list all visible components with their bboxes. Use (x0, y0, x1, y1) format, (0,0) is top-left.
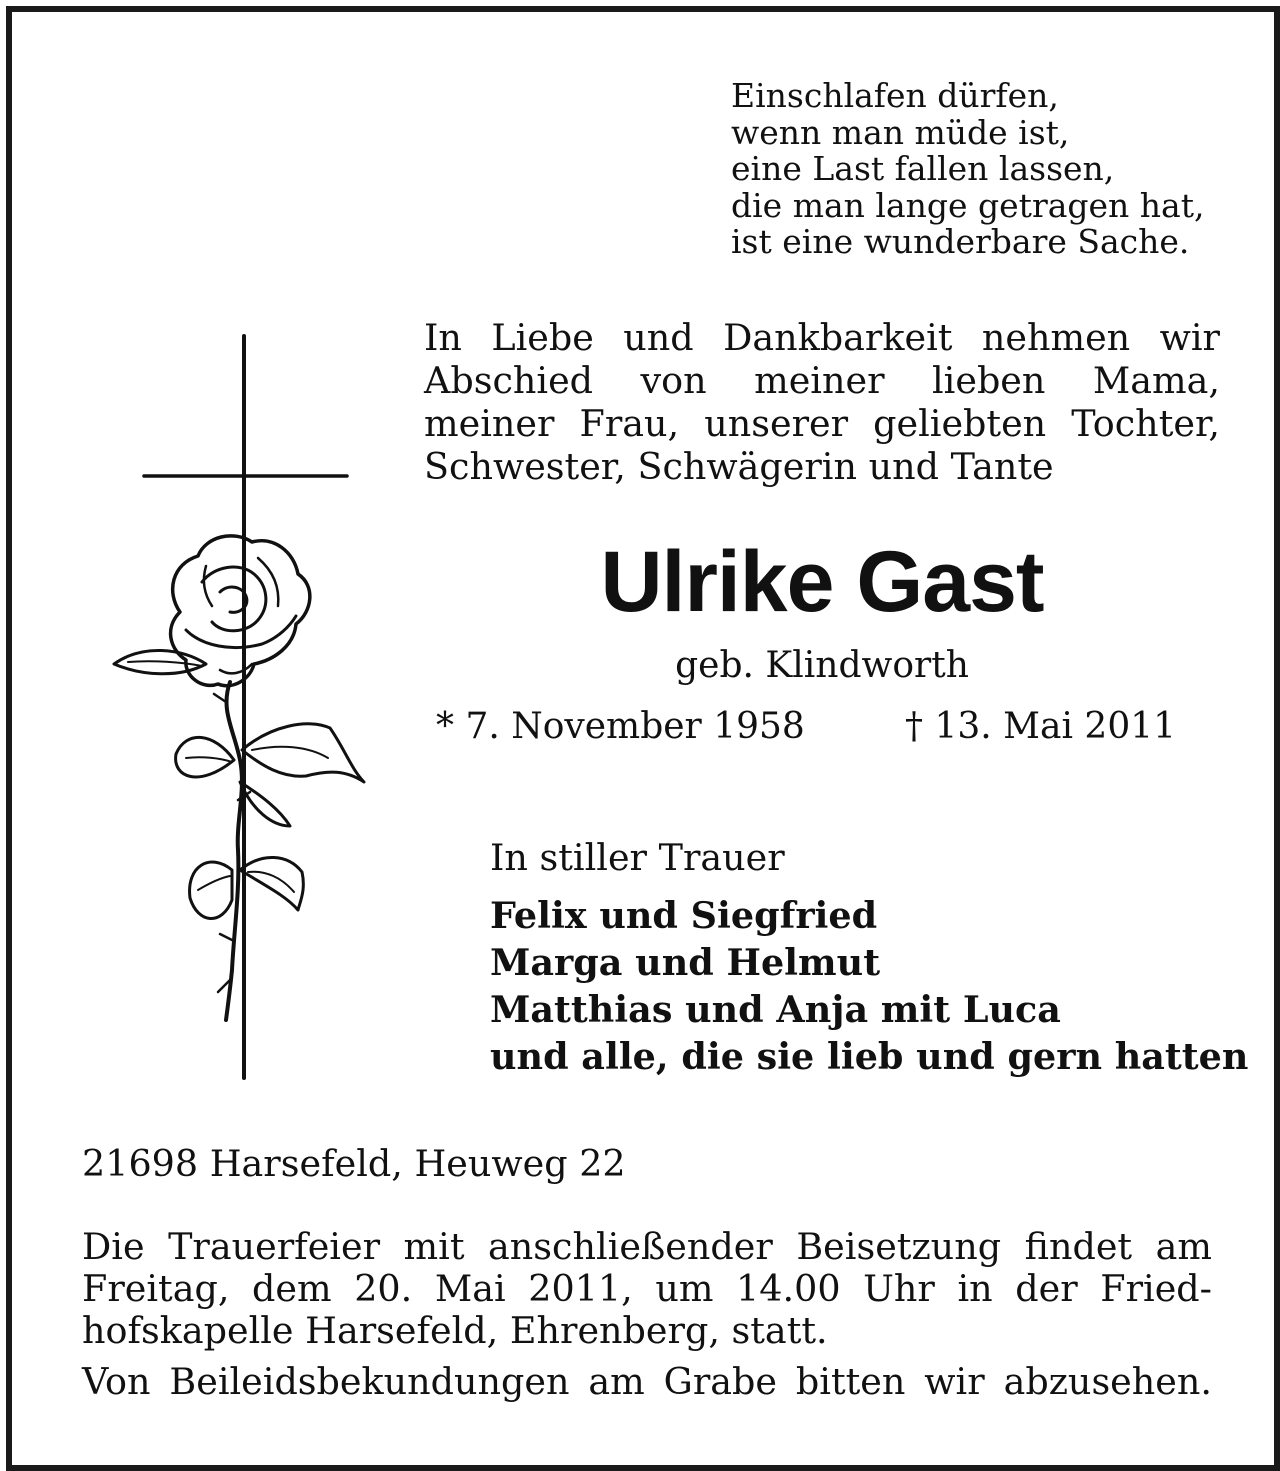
farewell-line: Abschied von meiner lieben Mama, (424, 359, 1220, 402)
service-line: Die Trauerfeier mit anschließender Beisetzung findet am (82, 1225, 1212, 1268)
poem-line: wenn man müde ist, (731, 112, 1070, 152)
service-line: hofskapelle Harsefeld, Ehrenberg, statt. (82, 1309, 828, 1352)
farewell-text (424, 316, 1220, 488)
poem-line: ist eine wunderbare Sache. (731, 222, 1190, 261)
farewell-line: In Liebe und Dankbarkeit nehmen wir (424, 316, 1220, 359)
condolence-note: Von Beileidsbekundungen am Grabe bitten wir abzusehen. (82, 1360, 1212, 1403)
mourner-entry: Matthias und Anja mit Luca (490, 988, 1061, 1031)
address: 21698 Harsefeld, Heuweg 22 (82, 1142, 626, 1185)
farewell-line: Schwester, Schwägerin und Tante (424, 445, 1054, 488)
death-date: † 13. Mai 2011 (905, 706, 1177, 747)
funeral-service-info (82, 1226, 1212, 1352)
poem-line: Einschlafen dürfen, (731, 76, 1059, 115)
mourner-entry: Felix und Siegfried (490, 894, 878, 937)
mourner-entry: Marga und Helmut (490, 941, 881, 984)
farewell-line: meiner Frau, unserer geliebten Tochter, (424, 402, 1220, 445)
poem (731, 78, 1204, 261)
poem-line: die man lange getragen hat, (731, 185, 1205, 225)
birth-name: geb. Klindworth (675, 645, 969, 686)
poem-line: eine Last fallen lassen, (731, 149, 1115, 188)
mourning-intro: In stiller Trauer (490, 836, 785, 879)
birth-date: * 7. November 1958 (436, 706, 805, 747)
mourner-list (490, 892, 1248, 1080)
obituary-notice (6, 6, 1280, 1471)
service-line: Freitag, dem 20. Mai 2011, um 14.00 Uhr in der Fried- (82, 1267, 1212, 1310)
mourner-entry: und alle, die sie lieb und gern hatten (490, 1035, 1249, 1078)
deceased-name: Ulrike Gast (600, 534, 1044, 630)
cross-with-rose-icon (102, 330, 382, 1094)
